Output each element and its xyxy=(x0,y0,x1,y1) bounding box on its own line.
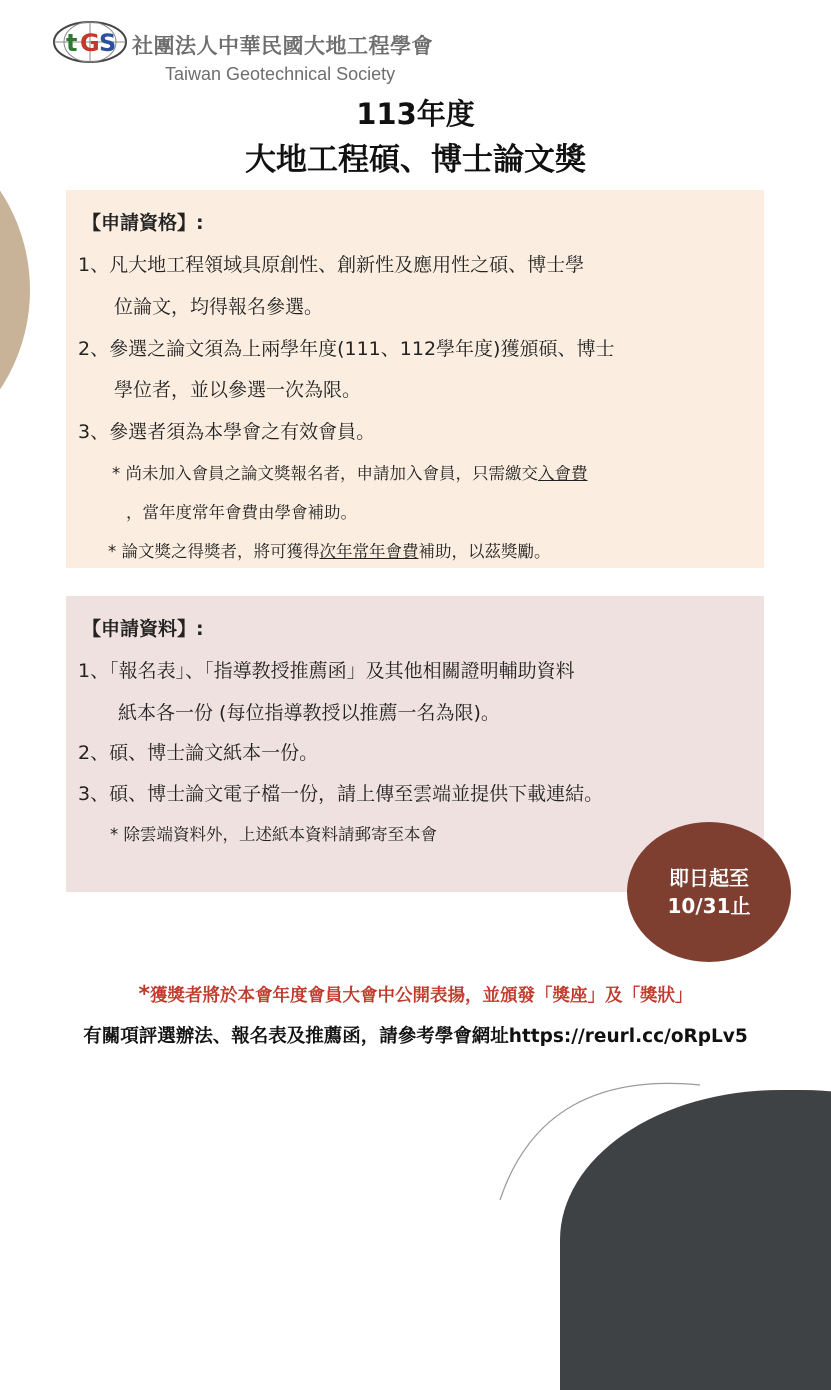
eligibility-note-2-underline: 次年常年會費 xyxy=(319,542,419,561)
eligibility-item-2-cont: 學位者，並以參選一次為限。 xyxy=(114,379,362,401)
org-name-english: Taiwan Geotechnical Society xyxy=(165,64,396,84)
svg-text:S: S xyxy=(99,29,117,57)
documents-item-1-cont: 紙本各一份 (每位指導教授以推薦一名為限)。 xyxy=(118,702,500,724)
eligibility-note-1-text: * 尚未加入會員之論文獎報名者，申請加入會員，只需繳交 xyxy=(112,464,538,483)
title-main: 大地工程碩、博士論文獎 xyxy=(245,142,586,178)
documents-heading: 【申請資料】: xyxy=(82,618,204,640)
eligibility-note-1-underline: 入會費 xyxy=(538,464,588,483)
documents-item-3: 3、碩、博士論文電子檔一份，請上傳至雲端並提供下載連結。 xyxy=(78,783,604,805)
deadline-line-2: 10/31止 xyxy=(667,894,751,918)
eligibility-heading: 【申請資格】: xyxy=(82,212,204,234)
documents-item-1: 1、「報名表」、「指導教授推薦函」及其他相關證明輔助資料 xyxy=(78,660,575,682)
decorative-shape-dark xyxy=(560,1090,831,1390)
deadline-badge xyxy=(627,822,791,962)
eligibility-item-1: 1、凡大地工程領域具原創性、創新性及應用性之碩、博士學 xyxy=(78,254,585,276)
eligibility-note-2-text: * 論文獎之得獎者，將可獲得 xyxy=(108,542,320,561)
footer-info: 有關項評選辦法、報名表及推薦函，請參考學會網址https://reurl.cc/oRpLv5 xyxy=(83,1026,748,1047)
eligibility-note-1-cont: ，當年度常年會費由學會補助。 xyxy=(126,503,357,522)
org-name-chinese: 社團法人中華民國大地工程學會 xyxy=(132,34,433,58)
svg-text:G: G xyxy=(80,29,100,57)
eligibility-note-1 xyxy=(112,460,588,484)
eligibility-item-3: 3、參選者須為本學會之有效會員。 xyxy=(78,421,376,443)
eligibility-box xyxy=(66,190,764,568)
documents-note: * 除雲端資料外，上述紙本資料請郵寄至本會 xyxy=(110,825,437,844)
eligibility-note-2 xyxy=(108,538,551,562)
svg-text:t: t xyxy=(66,29,78,57)
society-logo xyxy=(52,20,128,64)
award-notice xyxy=(0,982,831,1007)
eligibility-item-1-cont: 位論文，均得報名參選。 xyxy=(114,296,324,318)
eligibility-item-2: 2、參選之論文須為上兩學年度(111、112學年度)獲頒碩、博士 xyxy=(78,338,615,360)
star-icon: * xyxy=(138,982,150,1007)
deadline-line-1: 即日起至 xyxy=(669,866,749,890)
award-notice-text: 獲獎者將於本會年度會員大會中公開表揚，並頒發「獎座」及「獎狀」 xyxy=(150,986,693,1006)
title-year: 113年度 xyxy=(356,97,475,131)
documents-item-2: 2、碩、博士論文紙本一份。 xyxy=(78,742,319,764)
eligibility-note-2-end: 補助，以茲獎勵。 xyxy=(418,542,551,561)
